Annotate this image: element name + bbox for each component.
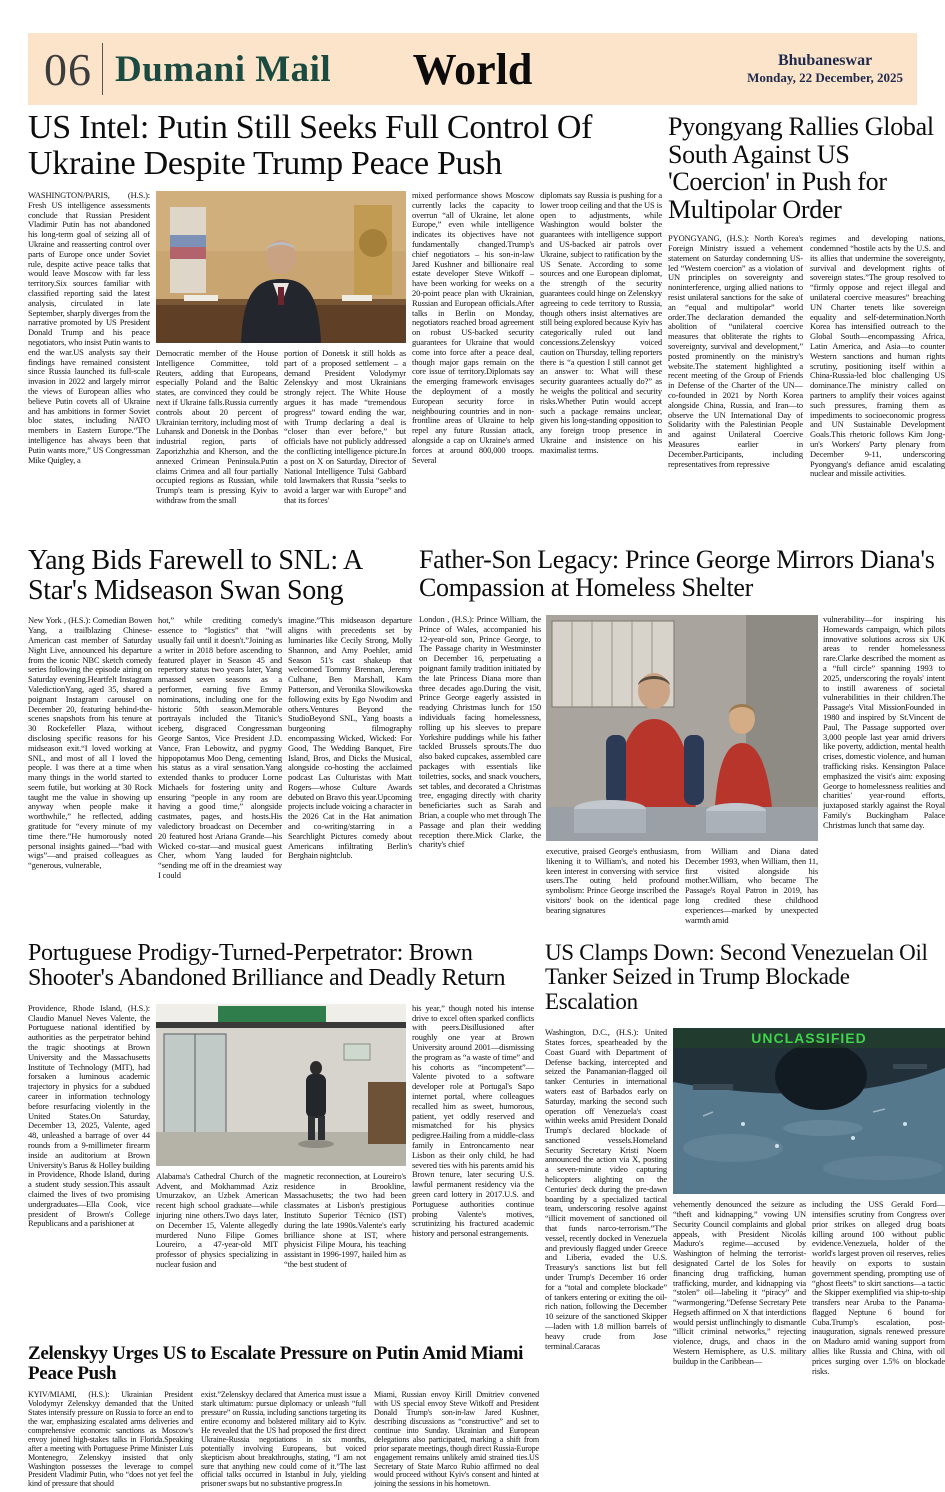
article-column: WASHINGTON/PARIS, (H.S.): Fresh US intelligence assessments conclude that Russian President Vladimir Putin has not abandoned his long-term goal of seizing all of Ukraine and reasserting control over parts of Europe once under Soviet rule, despite active peace talks that would leave Moscow with far less territory.Six sources familiar with classified reporting said the latest analysis, circulated in late September, sharply diverges from the narrative promoted by US President Donald Trump and his peace negotiators, who insist Putin wants to end the war.US analysts say their findings have remained consistent since Russia launched its full-scale invasion in 2022 and largely mirror the views of European allies who believe Putin covets all of Ukraine and has ambitions in former Soviet bloc states, including NATO members in Eastern Europe.“The intelligence has always been that Putin wants more,” US Congressman Mike Quigley, a — [28, 191, 150, 465]
article-column: vehemently denounced the seizure as “theft and kidnapping,” vowing UN Security Council complaints and global appeals, with President Nicolás Maduro's regime—accused by Washington of helming the terrorist-designated Cartel de los Soles for financing drug trafficking, human trafficking, murder, and kidnapping via “stolen” oil—labeling it “piracy” and “warmongering.”Defense Secretary Pete Hegseth affirmed on X that interdictions would persist unflinchingly to dismantle “illicit criminal networks,” rejecting violence, drugs, and chaos in the Western Hemisphere, as U.S. military buildup in the Caribbean— — [673, 1200, 806, 1366]
article-putin-ukraine — [28, 110, 665, 535]
tanker-seizure-aerial-photo — [673, 1028, 945, 1194]
article-column: Democratic member of the House Intelligence Committee, told Reuters, adding that Europeans, especially Poland and the Baltic states, are convinced they could be next if Ukraine falls.Russia currently controls about 20 percent of Ukrainian territory, including most of Luhansk and Donetsk in the Donbas industrial region, parts of Zaporizhzhia and Kherson, and the annexed Crimean Peninsula.Putin claims Crimea and all four partially occupied regions as Russian, while Trump's team is pressing Kyiv to withdraw from the small — [156, 349, 278, 506]
article-column: from William and Diana dated December 1993, when William, then 11, first visited alongside his mother.William, who became The Passage's Royal Patron in 2019, has long credited these childhood experiences—marked by unexpected warmth amid — [685, 847, 818, 925]
article-pyongyang — [668, 113, 945, 564]
article-column: Miami, Russian envoy Kirill Dmitriev convened with US special envoy Steve Witkoff and President Donald Trump's son-in-law Jared Kushner, describing discussions as “constructive” and set to continue into Sunday. Ukrainian and European delegations also participated, marking a shift from prior separate meetings, though direct Russia-Europe engagement remains unlikely amid strained ties.US Secretary of State Marco Rubio affirmed no deal would proceed without Kyiv's consent and hinted at joining the sessions in his hometown. — [374, 1391, 539, 1489]
edition-date: Monday, 22 December, 2025 — [747, 70, 903, 85]
article-tanker — [545, 941, 945, 1492]
valente-cctv-photo — [156, 1004, 406, 1166]
article-column: Washington, D.C., (H.S.): United States forces, spearheaded by the Coast Guard with Department of Defense backing, intercepted and seized the Panamanian-flagged oil tanker Centuries in international waters east of Barbados early on Saturday, marking the second such operation off Venezuela's coast within weeks amid President Donald Trump's declared blockade of sanctioned vessels.Homeland Security Secretary Kristi Noem announced the action via X, posting a seven-minute video capturing helicopters alighting on the Centuries' deck during the pre-dawn boarding by a specialized tactical team, underscoring resolve against “illicit movement of sanctioned oil that funds narco-terrorism.”The vessel, recently docked in Venezuela and previously flagged under Greece and Liberia, evaded the U.S. Treasury's sanctions list but fell under Trump's December 16 order for a “total and complete blockade” of tankers entering or exiting the oil-rich nation, following the December 10 seizure of the sanctioned Skipper—laden with 1.8 million barrels of heavy crude from Jose terminal.Caracas — [545, 1028, 667, 1351]
article-column: executive, praised George's enthusiasm, likening it to William's, and noted his keen interest in conversing with service users.The outing held profound symbolism: Prince George inscribed the visitors' book on the identical page bearing signatures — [546, 847, 679, 915]
article-column: hot,” while crediting comedy's essence to “logistics” that “will usually fail until it doesn't.”Joining as a writer in 2018 before ascending to featured player in Season 45 and repertory status two years later, Yang amassed seven seasons as a performer, earning five Emmy nominations, including one for the historic 50th season.Memorable portrayals included the Titanic's iceberg, disgraced Congressman George Santos, Vice President J.D. Vance, Fran Lebowitz, and pygmy hippopotamus Moo Deng, cementing his status as a viral sensation.Yang extended thanks to producer Lorne Michaels for fostering unity and ensuring “people in any room are having a good time,” alongside castmates, pages, and hosts.His valedictory broadcast on December 20 featured host Ariana Grande—his Wicked co-star—and musical guest Cher, whom Yang lauded for “sending me off in the dreamiest way I could — [158, 616, 282, 881]
article-headline: Father-Son Legacy: Prince George Mirrors Diana's Compassion at Homeless Shelter — [419, 545, 935, 602]
edition-block — [747, 52, 903, 86]
article-column: Providence, Rhode Island, (H.S.): Claudio Manuel Neves Valente, the Portuguese national identified by authorities as the perpetrator behind the tragic shootings at Brown University and the Massachusetts Institute of Technology (MIT), had forsaken a luminous academic trajectory in physics for a subdued career in information technology before resurfacing violently in the United States.On Saturday, December 13, 2025, Valente, aged 48, unleashed a barrage of over 44 rounds from a 9-millimeter firearm inside an auditorium at Brown University's Barus & Holley building in Providence, Rhode Island, during a student study session.This assault claimed the lives of two promising undergraduates—Ella Cook, vice president of Brown's College Republicans and a parishioner at — [28, 1003, 150, 1229]
article-headline: US Intel: Putin Still Seeks Full Control Of Ukraine Despite Trump Peace Push — [28, 109, 593, 183]
page-number: 06 — [44, 43, 92, 95]
article-column: KYIV/MIAMI, (H.S.): Ukrainian President Volodymyr Zelenskyy demanded that the United States intensify pressure on Russia to force an end to the war, emphasizing escalated arms deliveries and comprehensive economic sanctions as Moscow's envoy joined high-stakes talks in Florida.Speaking after a meeting with Portuguese Prime Minister Luís Montenegro, Zelenskyy insisted that only Washington possesses the leverage to compel President Vladimir Putin, who “does not yet feel the kind of pressure that should — [28, 1391, 193, 1489]
section-title: World — [412, 44, 533, 94]
edition-city: Bhubaneswar — [777, 52, 873, 69]
article-column: his year,” though noted his intense drive to excel often sparked conflicts with peers.Disillusioned after roughly one year at Brown University around 2001—dismissing the program as “a waste of time” and his cohorts as “incompetent”—Valente pivoted to a software developer role at Portugal's Sapo internet portal, where colleagues recalled him as sweet, humorous, patient, yet oddly reserved and mismatched for his physics pedigree.Hailing from a middle-class family in Entroncamento near Lisbon as their only child, he had severed ties with his parents amid his Brown tenure, later securing U.S. lawful permanent residency via the green card lottery in 2017.U.S. and Portuguese authorities continue probing Valente's motives, scrutinizing his fractured academic history and personal estrangements. — [412, 1003, 534, 1239]
article-column: London , (H.S.): Prince William, the Prince of Wales, accompanied his 12-year-old son, Prince George, to The Passage charity in Westminster on December 16, perpetuating a poignant family tradition initiated by the late Princess Diana more than three decades ago.During the visit, Prince George eagerly assisted in readying Christmas lunch for 150 individuals facing homelessness, rolling up his sleeves to prepare Yorkshire puddings while his father tackled Brussels sprouts.The duo also baked cupcakes, assembled care packages with essentials like toiletries, socks, and snack vouchers, set tables, and decorated a Christmas tree, engaging directly with charity beneficiaries such as Sarah and Brian, a couple who met through The Passage and plan their wedding reception there.Mick Clarke, the charity's chief — [419, 615, 541, 850]
article-column: Alabama's Cathedral Church of the Advent, and Mokhammad Aziz Umurzakov, an Uzbek American recent high school graduate—while injuring nine others.Two days later, on December 15, Valente allegedly murdered Nuno Filipe Gomes Loureiro, a 47-year-old MIT professor of physics specializing in nuclear fusion and — [156, 1171, 278, 1270]
article-headline: US Clamps Down: Second Venezuelan Oil Tanker Seized in Trump Blockade Escalation — [545, 940, 928, 1014]
article-headline: Zelenskyy Urges US to Escalate Pressure on Putin Amid Miami Peace Push — [28, 1343, 524, 1385]
article-column: exist.”Zelenskyy declared that America must issue a stark ultimatum: pursue diplomacy or unleash “full pressure” on Russia, including sanctions targeting its entire economy and bolstered military aid to Kyiv. He revealed that the US had proposed the first direct Ukraine-Russia negotiations in six months, potentially involving Europeans, but voiced skepticism about breakthroughs, stating, “I am not sure that anything new could come of it.”The last official talks occurred in Istanbul in July, yielding prisoner swaps but no substantive progress.In — [201, 1391, 366, 1489]
article-column: PYONGYANG, (H.S.): North Korea's Foreign Ministry issued a vehement statement on Saturday condemning US-led “Western coercion” as a violation of UN principles on sovereignty and noninterference, urging allied nations to resist unilateral sanctions for the sake of an “equal and multipolar” world order.The declaration demanded the abolition of “unilateral coercive measures that obliterate the rights to sovereignty, survival and development,” posted prominently on the ministry's website.The statement highlighted a recent meeting of the Group of Friends in Defense of the Charter of the UN—co-founded in 2021 by North Korea alongside China, Russia, and Iran—to observe the UN International Day of Solidarity with the Palestinian People and against Unilateral Coercive Measures earlier in December.Participants, including representatives from repressive — [668, 234, 803, 469]
header-divider — [102, 43, 103, 95]
article-column: regimes and developing nations, condemned “hostile acts by the U.S. and its allies that undermine the sovereignty, survival and development rights of sovereign states.”The group resolved to “firmly oppose and reject illegal and unilateral coercive measures” breaching UN Charter tenets like sovereign equality and self-determination.North Korea has intensified outreach to the Global South—encompassing Africa, Latin America, and Asia—to counter Western sanctions and human rights scrutiny, positioning itself within a China-Russia-led bloc challenging US dominance.The ministry called on partners to amplify their voices against such pressures, framing them as impediments to socioeconomic progress and UN Sustainable Development Goals.This rhetoric follows Kim Jong-un's Workers' Party plenary from December 9-11, underscoring Pyongyang's defiance amid escalating nuclear and missile activities. — [810, 234, 945, 479]
unclassified-label: UNCLASSIFIED — [673, 1028, 945, 1048]
article-column: New York , (H.S.): Comedian Bowen Yang, a trailblazing Chinese-American cast member of Saturday Night Live, announced his departure from the iconic NBC sketch comedy series following the episode airing on Saturday evening.Heartfelt Instagram ValedictionYang, aged 35, shared a poignant Instagram carousel on December 20, featuring behind-the-scenes snapshots from his tenure at 30 Rockefeller Plaza, without disclosing specific reasons for his midseason exit.“I loved working at SNL, and most of all I loved the people. I was there at a time when many things in the world started to seem futile, but working at 30 Rock taught me the value in showing up anyway when people make it worthwhile,” he reflected, adding gratitude for “every minute of my time there.”He humorously noted personal insights gained—“bad with wigs”—and praised colleagues as “generous, vulnerable, — [28, 616, 152, 871]
article-yang-snl — [28, 546, 414, 930]
article-headline: Portuguese Prodigy-Turned-Perpetrator: Brown Shooter's Abandoned Brilliance and Deadly Return — [28, 940, 506, 992]
header-band — [28, 33, 917, 105]
article-column: mixed performance shows Moscow currently lacks the capacity to overrun “all of Ukraine, let alone Europe,” even while intelligence indicates its objectives have not fundamentally changed.Trump's chief negotiators – his son-in-law Jared Kushner and billionaire real estate developer Steve Witkoff – have been working for weeks on a 20-point peace plan with Ukrainian, Russian and European officials.After talks in Berlin on Monday, negotiators reached broad agreement on robust US-backed security guarantees for Ukraine that would come into force after a peace deal, though major gaps remain on the core issue of territory.Diplomats say the emerging framework envisages the deployment of a mostly European security force in neighbouring countries and in non-frontline areas of Ukraine to help repel any future Russian attack, alongside a cap on Ukraine's armed forces at around 800,000 troops. Several — [412, 191, 534, 465]
article-column: magnetic reconnection, at Loureiro's residence in Brookline, Massachusetts; the two had been classmates at Lisbon's prestigious Instituto Superior Técnico (IST) during the late 1990s.Valente's early brilliance shone at IST, where physicist Filipe Moura, his teaching assistant in 1996-1997, hailed him as “the best student of — [284, 1171, 406, 1270]
article-headline: Yang Bids Farewell to SNL: A Star's Midseason Swan Song — [28, 545, 362, 606]
william-george-charity-photo — [546, 615, 818, 841]
putin-at-desk-photo — [156, 191, 406, 343]
article-column: diplomats say Russia is pushing for a lower troop ceiling and that the US is open to adjustments, while Washington would bolster the guarantees with intelligence support and US-backed air patrols over Ukraine, subject to ratification by the US Senate. According to some sources and one European diplomat, the strength of the security guarantees could hinge on Zelenskyy agreeing to cede territory to Russia, though others insist alternatives are still being explored because Kyiv has categorically ruled out land concessions.Zelenskyy voiced caution on Thursday, telling reporters there is “a question I still cannot get an answer to: What will these security guarantees actually do?” as he weighs the political and security risks.Whether Putin would accept such a package remains unclear, given his long-standing opposition to any foreign troop presence in Ukraine and insistence on his maximalist terms. — [540, 191, 662, 455]
article-valente — [28, 941, 540, 1342]
article-column: portion of Donetsk it still holds as part of a proposed settlement – a demand President Volodymyr Zelenskyy and most Ukrainians strongly reject. The White House argues it has made “tremendous progress” toward ending the war, with Trump declaring a deal is “closer than ever before,” but officials have not publicly addressed the conflicting intelligence picture.In a post on X on Saturday, Director of National Intelligence Tulsi Gabbard told lawmakers that Russia “seeks to avoid a larger war with Europe” and that its forces' — [284, 349, 406, 506]
article-headline: Pyongyang Rallies Global South Against US 'Coercion' in Push for Multipolar Order — [668, 112, 934, 224]
masthead: Dumani Mail — [115, 48, 332, 90]
article-zelenskyy — [28, 1344, 540, 1489]
article-prince-george — [419, 546, 945, 929]
article-column: imagine.”This midseason departure aligns with precedents set by luminaries like Cecily Strong, Molly Shannon, and Amy Poehler, amid Season 51's cast shakeup that welcomed Tommy Brennan, Jeremy Culhane, Ben Marshall, Kam Patterson, and Veronika Slowikowska following exits by Ego Nwodim and others.Ventures Beyond the StudioBeyond SNL, Yang boasts a burgeoning filmography encompassing Wicked, Wicked: For Good, The Wedding Banquet, Fire Island, Bros, and Dicks the Musical, alongside co-hosting the acclaimed podcast Las Culturistas with Matt Rogers—whose Culture Awards debuted on Bravo this year.Upcoming projects include voicing a character in the 2026 Cat in the Hat animation and co-writing/starring in a Searchlight Pictures comedy about Americans infiltrating Berlin's Berghain nightclub. — [288, 616, 412, 861]
article-column: including the USS Gerald Ford—intensifies scrutiny from Congress over prior strikes on alleged drug boats killing around 100 without public evidence.Venezuela, holder of the world's largest proven oil reserves, relies heavily on exports to sustain government spending, prompting use of “ghost fleets” to skirt sanctions—a tactic the Skipper exemplified via ship-to-ship transfers near Aruba to the Panama-flagged Neptune 6 bound for Cuba.Trump's escalation, post-inauguration, signals renewed pressure on Maduro amid waning support from allies like Russia and China, with oil prices surging over 1.5% on blockade risks. — [812, 1200, 945, 1376]
article-column: vulnerability—for inspiring his Homewards campaign, which pilots innovative solutions across six UK areas to render homelessness rare.Clarke described the moment as a “full circle” spanning 1993 to 2025, underscoring the royals' intent to instill awareness of societal vulnerabilities in their children.The Passage's Vital MissionFounded in 1980 and inspired by St.Vincent de Paul, The Passage supported over 3,000 people last year amid drivers like poverty, addiction, mental health crises, domestic violence, and human trafficking risks. Kensington Palace emphasized the visit's aim: exposing George to homelessness realities and charities' year-round efforts, juxtaposed starkly against the Royal Family's Buckingham Palace Christmas lunch that same day. — [823, 615, 945, 830]
